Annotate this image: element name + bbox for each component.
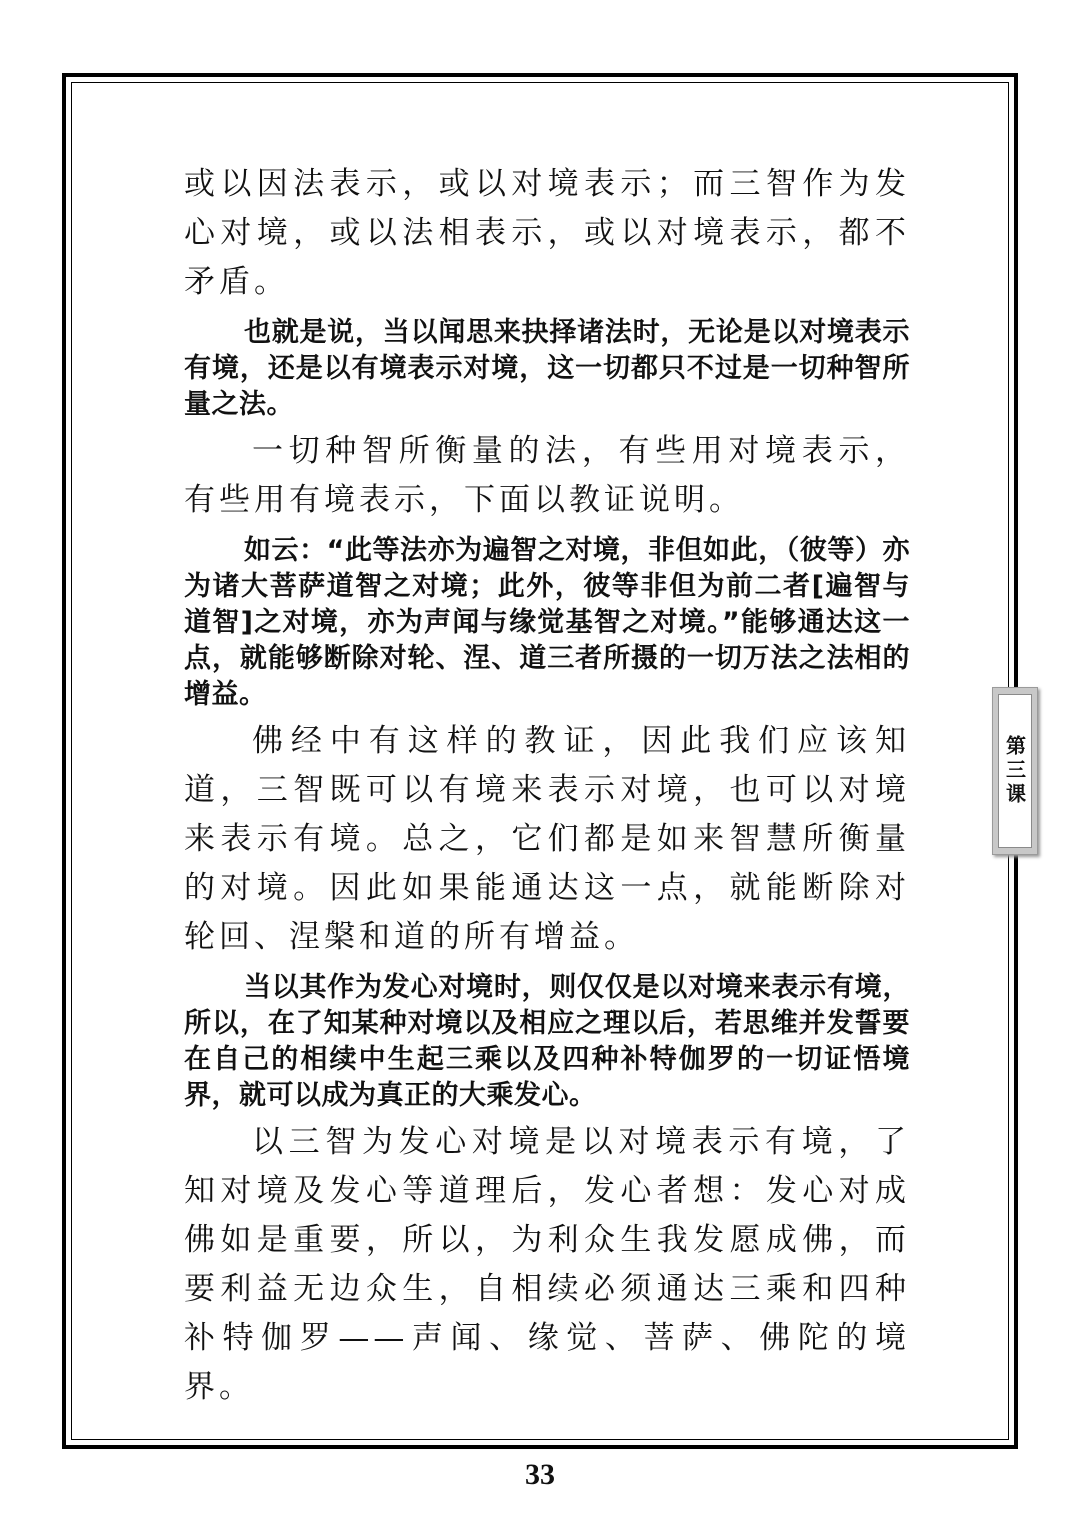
translation-paragraph: 也就是说，当以闻思来抉择诸法时，无论是以对境表示有境，还是以有境表示对境，这一切都只不过是一切种智所量之法。 [184,317,910,420]
commentary-paragraph: 一切种智所衡量的法，有些用对境表示，有些用有境表示，下面以教证说明。 [184,433,910,518]
chapter-tab-inner [998,694,1032,848]
chapter-tab [992,687,1038,855]
chapter-tab-label: 第三课 [1002,735,1027,807]
commentary-paragraph: 佛经中有这样的教证，因此我们应该知道，三智既可以有境来表示对境，也可以对境来表示有境。总之，它们都是如来智慧所衡量的对境。因此如果能通达这一点，就能断除对轮回、涅槃和道的所有增益。 [184,723,910,955]
commentary-paragraph: 以三智为发心对境是以对境表示有境，了知对境及发心等道理后，发心者想：发心对成佛如是重要，所以，为利众生我发愿成佛，而要利益无边众生，自相续必须通达三乘和四种补特伽罗——声闻、缘觉、菩萨、佛陀的境界。 [184,1124,910,1405]
page-body [184,160,910,1412]
translation-paragraph: 当以其作为发心对境时，则仅仅是以对境来表示有境，所以，在了知某种对境以及相应之理以后，若思维并发誓要在自己的相续中生起三乘以及四种补特伽罗的一切证悟境界，就可以成为真正的大乘发心。 [184,972,910,1111]
commentary-paragraph: 或以因法表示，或以对境表示；而三智作为发心对境，或以法相表示，或以对境表示，都不矛盾。 [184,166,910,300]
page-number: 33 [525,1458,555,1491]
translation-paragraph: 如云：“此等法亦为遍智之对境，非但如此，（彼等）亦为诸大菩萨道智之对境；此外，彼等非但为前二者[遍智与道智]之对境，亦为声闻与缘觉基智之对境。”能够通达这一点，就能够断除对轮、涅、道三者所摄的一切万法之法相的增益。 [184,535,910,710]
